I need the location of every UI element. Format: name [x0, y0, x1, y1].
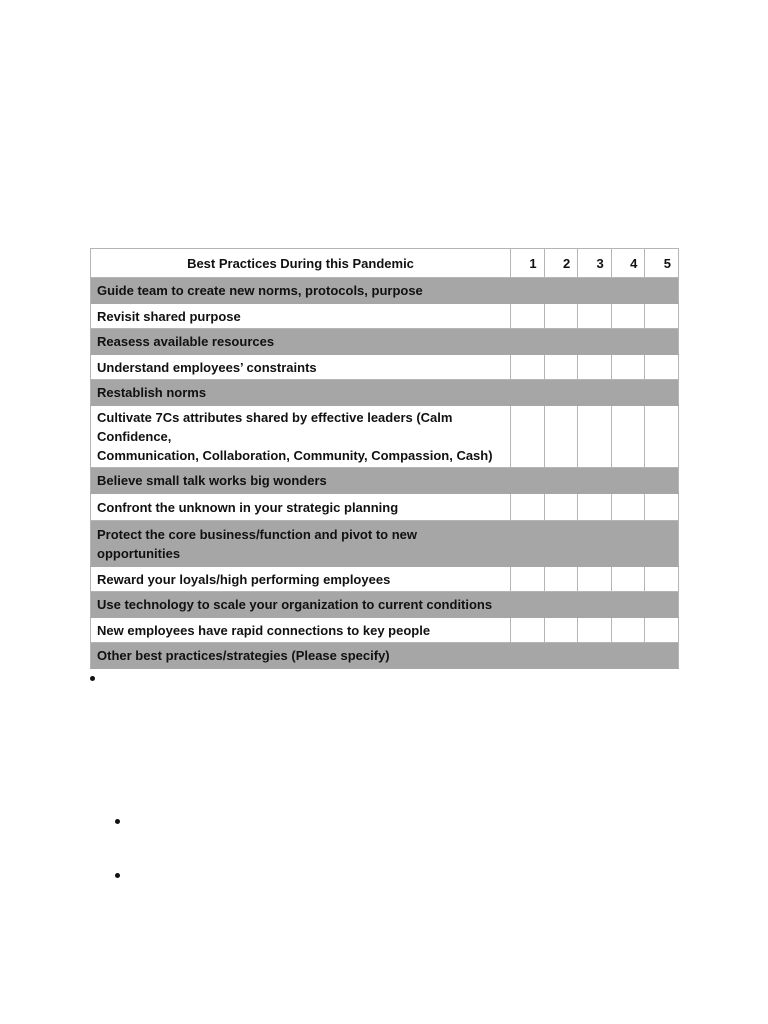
best-practices-table-wrapper	[90, 248, 678, 669]
category-row	[91, 380, 679, 406]
category-label: Guide team to create new norms, protocols, purpose	[91, 278, 679, 304]
table-row	[91, 494, 679, 521]
rating-cell-1[interactable]	[511, 494, 545, 521]
best-practices-table	[90, 248, 679, 669]
rating-cell-5[interactable]	[645, 304, 679, 329]
rating-cell-1[interactable]	[511, 567, 545, 592]
scale-header-4: 4	[611, 249, 645, 278]
rating-cell-3[interactable]	[578, 618, 612, 643]
category-label: Reasess available resources	[91, 329, 679, 355]
rating-cell-4[interactable]	[611, 406, 645, 468]
practice-label: Revisit shared purpose	[91, 304, 511, 329]
table-header-row	[91, 249, 679, 278]
rating-cell-5[interactable]	[645, 406, 679, 468]
table-row	[91, 304, 679, 329]
rating-cell-2[interactable]	[544, 618, 578, 643]
rating-cell-2[interactable]	[544, 406, 578, 468]
rating-cell-3[interactable]	[578, 567, 612, 592]
category-row	[91, 592, 679, 618]
rating-cell-2[interactable]	[544, 494, 578, 521]
practice-label: Confront the unknown in your strategic planning	[91, 494, 511, 521]
practice-label: Cultivate 7Cs attributes shared by effective leaders (Calm Confidence, Communication, Collaboration, Community, Compassion, Cash)	[91, 406, 511, 468]
table-row	[91, 355, 679, 380]
rating-cell-4[interactable]	[611, 494, 645, 521]
category-label: Believe small talk works big wonders	[91, 468, 679, 494]
category-label-text: Protect the core business/function and pivot to new opportunities	[97, 526, 417, 561]
rating-cell-3[interactable]	[578, 494, 612, 521]
category-row	[91, 643, 679, 669]
rating-cell-1[interactable]	[511, 406, 545, 468]
table-row	[91, 567, 679, 592]
rating-cell-1[interactable]	[511, 618, 545, 643]
rating-cell-2[interactable]	[544, 567, 578, 592]
category-label: Restablish norms	[91, 380, 679, 406]
bullet-icon	[115, 819, 120, 824]
category-row	[91, 329, 679, 355]
scale-header-3: 3	[578, 249, 612, 278]
category-label	[91, 521, 679, 567]
category-row	[91, 278, 679, 304]
category-row	[91, 521, 679, 567]
rating-cell-3[interactable]	[578, 304, 612, 329]
rating-cell-3[interactable]	[578, 355, 612, 380]
rating-cell-5[interactable]	[645, 618, 679, 643]
scale-header-1: 1	[511, 249, 545, 278]
rating-cell-5[interactable]	[645, 567, 679, 592]
scale-header-2: 2	[544, 249, 578, 278]
table-title: Best Practices During this Pandemic	[91, 249, 511, 278]
rating-cell-2[interactable]	[544, 304, 578, 329]
practice-label: Understand employees’ constraints	[91, 355, 511, 380]
rating-cell-4[interactable]	[611, 567, 645, 592]
rating-cell-3[interactable]	[578, 406, 612, 468]
scale-header-5: 5	[645, 249, 679, 278]
category-label: Use technology to scale your organization to current conditions	[91, 592, 679, 618]
rating-cell-5[interactable]	[645, 494, 679, 521]
bullet-icon	[115, 873, 120, 878]
practice-label: Reward your loyals/high performing employees	[91, 567, 511, 592]
rating-cell-4[interactable]	[611, 618, 645, 643]
rating-cell-1[interactable]	[511, 355, 545, 380]
rating-cell-5[interactable]	[645, 355, 679, 380]
table-row	[91, 618, 679, 643]
practice-label: New employees have rapid connections to key people	[91, 618, 511, 643]
rating-cell-4[interactable]	[611, 304, 645, 329]
category-row	[91, 468, 679, 494]
bullet-icon	[90, 676, 95, 681]
category-label: Other best practices/strategies (Please specify)	[91, 643, 679, 669]
rating-cell-1[interactable]	[511, 304, 545, 329]
rating-cell-2[interactable]	[544, 355, 578, 380]
rating-cell-4[interactable]	[611, 355, 645, 380]
table-row	[91, 406, 679, 468]
